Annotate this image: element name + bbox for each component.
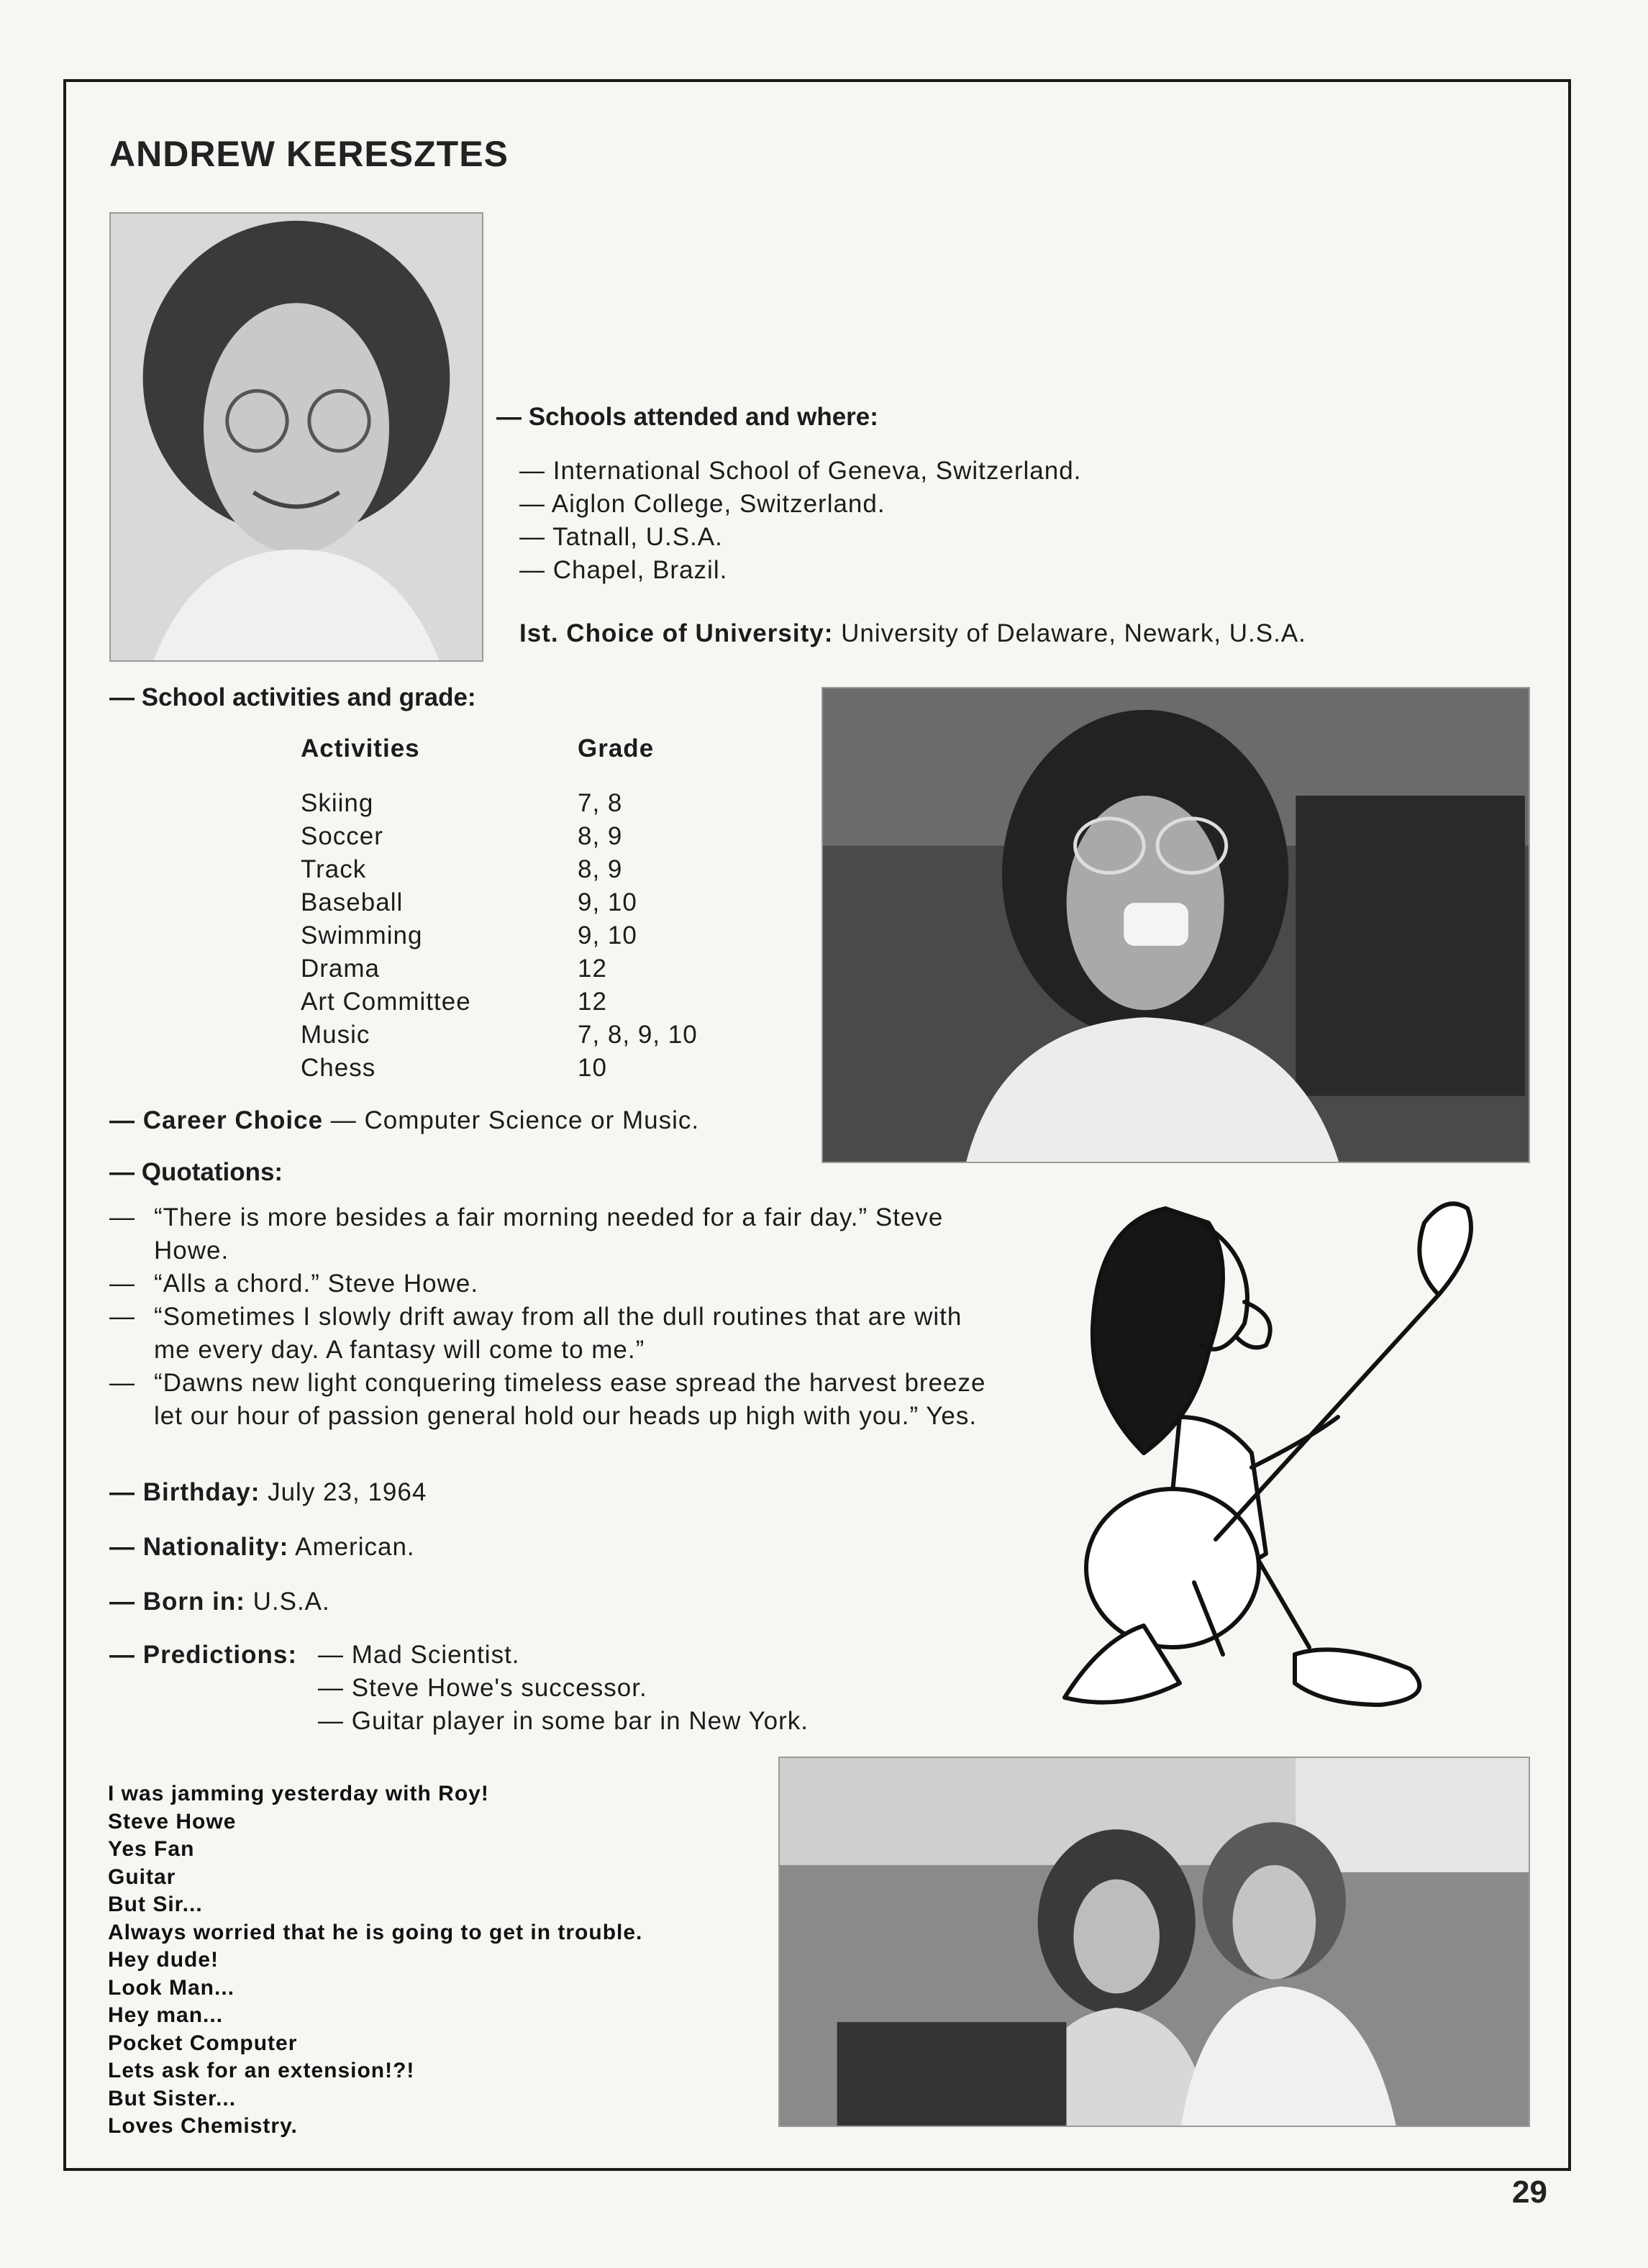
activities-table <box>301 732 698 1085</box>
note-item: Yes Fan <box>108 1837 195 1861</box>
portrait-photo <box>109 212 483 662</box>
prediction-item: — Mad Scientist. <box>318 1641 520 1669</box>
prediction-item: — Steve Howe's successor. <box>318 1674 647 1702</box>
activities-column-header: Activities <box>301 734 420 762</box>
note-item: Hey man... <box>108 2003 224 2027</box>
table-row <box>301 787 698 820</box>
activities-header <box>301 732 698 765</box>
quote-dash: — <box>109 1270 135 1298</box>
grade-cell: 12 <box>578 955 607 983</box>
page-number: 29 <box>1512 2174 1547 2210</box>
quote-text: “Dawns new light conquering timeless ease spread the harvest breeze let our hour of passion general hold our heads up high with you.” Yes. <box>154 1369 986 1430</box>
grade-cell: 10 <box>578 1054 607 1082</box>
birthday-value: July 23, 1964 <box>268 1478 427 1506</box>
activity-cell: Soccer <box>301 822 383 850</box>
quote-dash: — <box>109 1303 135 1331</box>
predictions-block <box>109 1639 809 1738</box>
table-row <box>301 985 698 1019</box>
classroom-photo <box>778 1757 1530 2127</box>
nationality-label: — Nationality: <box>109 1533 289 1561</box>
note-item: Look Man... <box>108 1975 235 2000</box>
table-row <box>301 853 698 886</box>
schools-list <box>519 455 1081 587</box>
quote-item <box>109 1267 999 1301</box>
quote-dash: — <box>109 1203 135 1231</box>
table-row <box>301 1019 698 1052</box>
quote-text: “Sometimes I slowly drift away from all the dull routines that are with me every day. A fantasy will come to me.” <box>154 1303 962 1364</box>
notes-list <box>108 1780 642 2141</box>
note-item: Pocket Computer <box>108 2031 298 2055</box>
page-title: ANDREW KERESZTES <box>109 134 509 174</box>
birthday-line <box>109 1476 427 1509</box>
quote-dash: — <box>109 1369 135 1397</box>
quotations-heading: — Quotations: <box>109 1158 283 1186</box>
born-in-value: U.S.A. <box>252 1588 330 1616</box>
note-item: Loves Chemistry. <box>108 2114 298 2138</box>
career-label: — Career Choice <box>109 1106 324 1134</box>
grade-cell: 8, 9 <box>578 822 623 850</box>
career-line <box>109 1104 699 1137</box>
born-in-line <box>109 1585 330 1618</box>
quote-item <box>109 1367 999 1433</box>
school-item: — Tatnall, U.S.A. <box>519 523 723 551</box>
note-item: Always worried that he is going to get in trouble. <box>108 1920 643 1944</box>
grade-column-header: Grade <box>578 734 655 762</box>
activity-cell: Chess <box>301 1054 376 1082</box>
note-item: But Sir... <box>108 1893 203 1916</box>
table-row <box>301 952 698 985</box>
career-value: — Computer Science or Music. <box>330 1106 700 1134</box>
grade-cell: 7, 8, 9, 10 <box>578 1021 698 1049</box>
grade-cell: 8, 9 <box>578 855 623 883</box>
note-item: Hey dude! <box>108 1948 219 1972</box>
activity-cell: Skiing <box>301 789 374 817</box>
activities-heading: — School activities and grade: <box>109 683 476 711</box>
predictions-list <box>318 1639 809 1738</box>
university-label: Ist. Choice of University: <box>519 619 834 647</box>
table-row <box>301 919 698 952</box>
quote-item <box>109 1301 999 1367</box>
activity-cell: Drama <box>301 955 381 983</box>
birthday-label: — Birthday: <box>109 1478 260 1506</box>
quote-text: “Alls a chord.” Steve Howe. <box>154 1270 479 1298</box>
note-item: But Sister... <box>108 2086 237 2110</box>
note-item: Steve Howe <box>108 1809 237 1834</box>
grade-cell: 9, 10 <box>578 921 637 949</box>
activity-cell: Art Committee <box>301 988 471 1016</box>
born-in-label: — Born in: <box>109 1588 245 1616</box>
school-item: — Aiglon College, Switzerland. <box>519 490 886 518</box>
table-row <box>301 1052 698 1085</box>
predictions-label: — Predictions: <box>109 1641 297 1669</box>
guitarist-cartoon <box>1036 1180 1503 1726</box>
table-row <box>301 820 698 853</box>
quotations-list <box>109 1201 999 1433</box>
prediction-item: — Guitar player in some bar in New York. <box>318 1707 809 1735</box>
university-line <box>519 617 1306 650</box>
activity-cell: Swimming <box>301 921 423 949</box>
schools-heading: — Schools attended and where: <box>496 403 878 431</box>
activity-cell: Baseball <box>301 888 404 916</box>
grade-cell: 12 <box>578 988 607 1016</box>
note-item: Guitar <box>108 1864 176 1889</box>
nationality-line <box>109 1531 415 1564</box>
school-item: — Chapel, Brazil. <box>519 556 728 584</box>
activity-cell: Music <box>301 1021 370 1049</box>
grade-cell: 7, 8 <box>578 789 623 817</box>
table-row <box>301 886 698 919</box>
quote-text: “There is more besides a fair morning needed for a fair day.” Steve Howe. <box>154 1203 944 1265</box>
school-item: — International School of Geneva, Switzerland. <box>519 457 1082 485</box>
university-value: University of Delaware, Newark, U.S.A. <box>841 619 1306 647</box>
note-item: I was jamming yesterday with Roy! <box>108 1782 489 1805</box>
note-item: Lets ask for an extension!?! <box>108 2059 415 2082</box>
candid-photo <box>821 687 1530 1163</box>
quote-item <box>109 1201 999 1267</box>
grade-cell: 9, 10 <box>578 888 637 916</box>
activity-cell: Track <box>301 855 367 883</box>
nationality-value: American. <box>295 1533 415 1561</box>
